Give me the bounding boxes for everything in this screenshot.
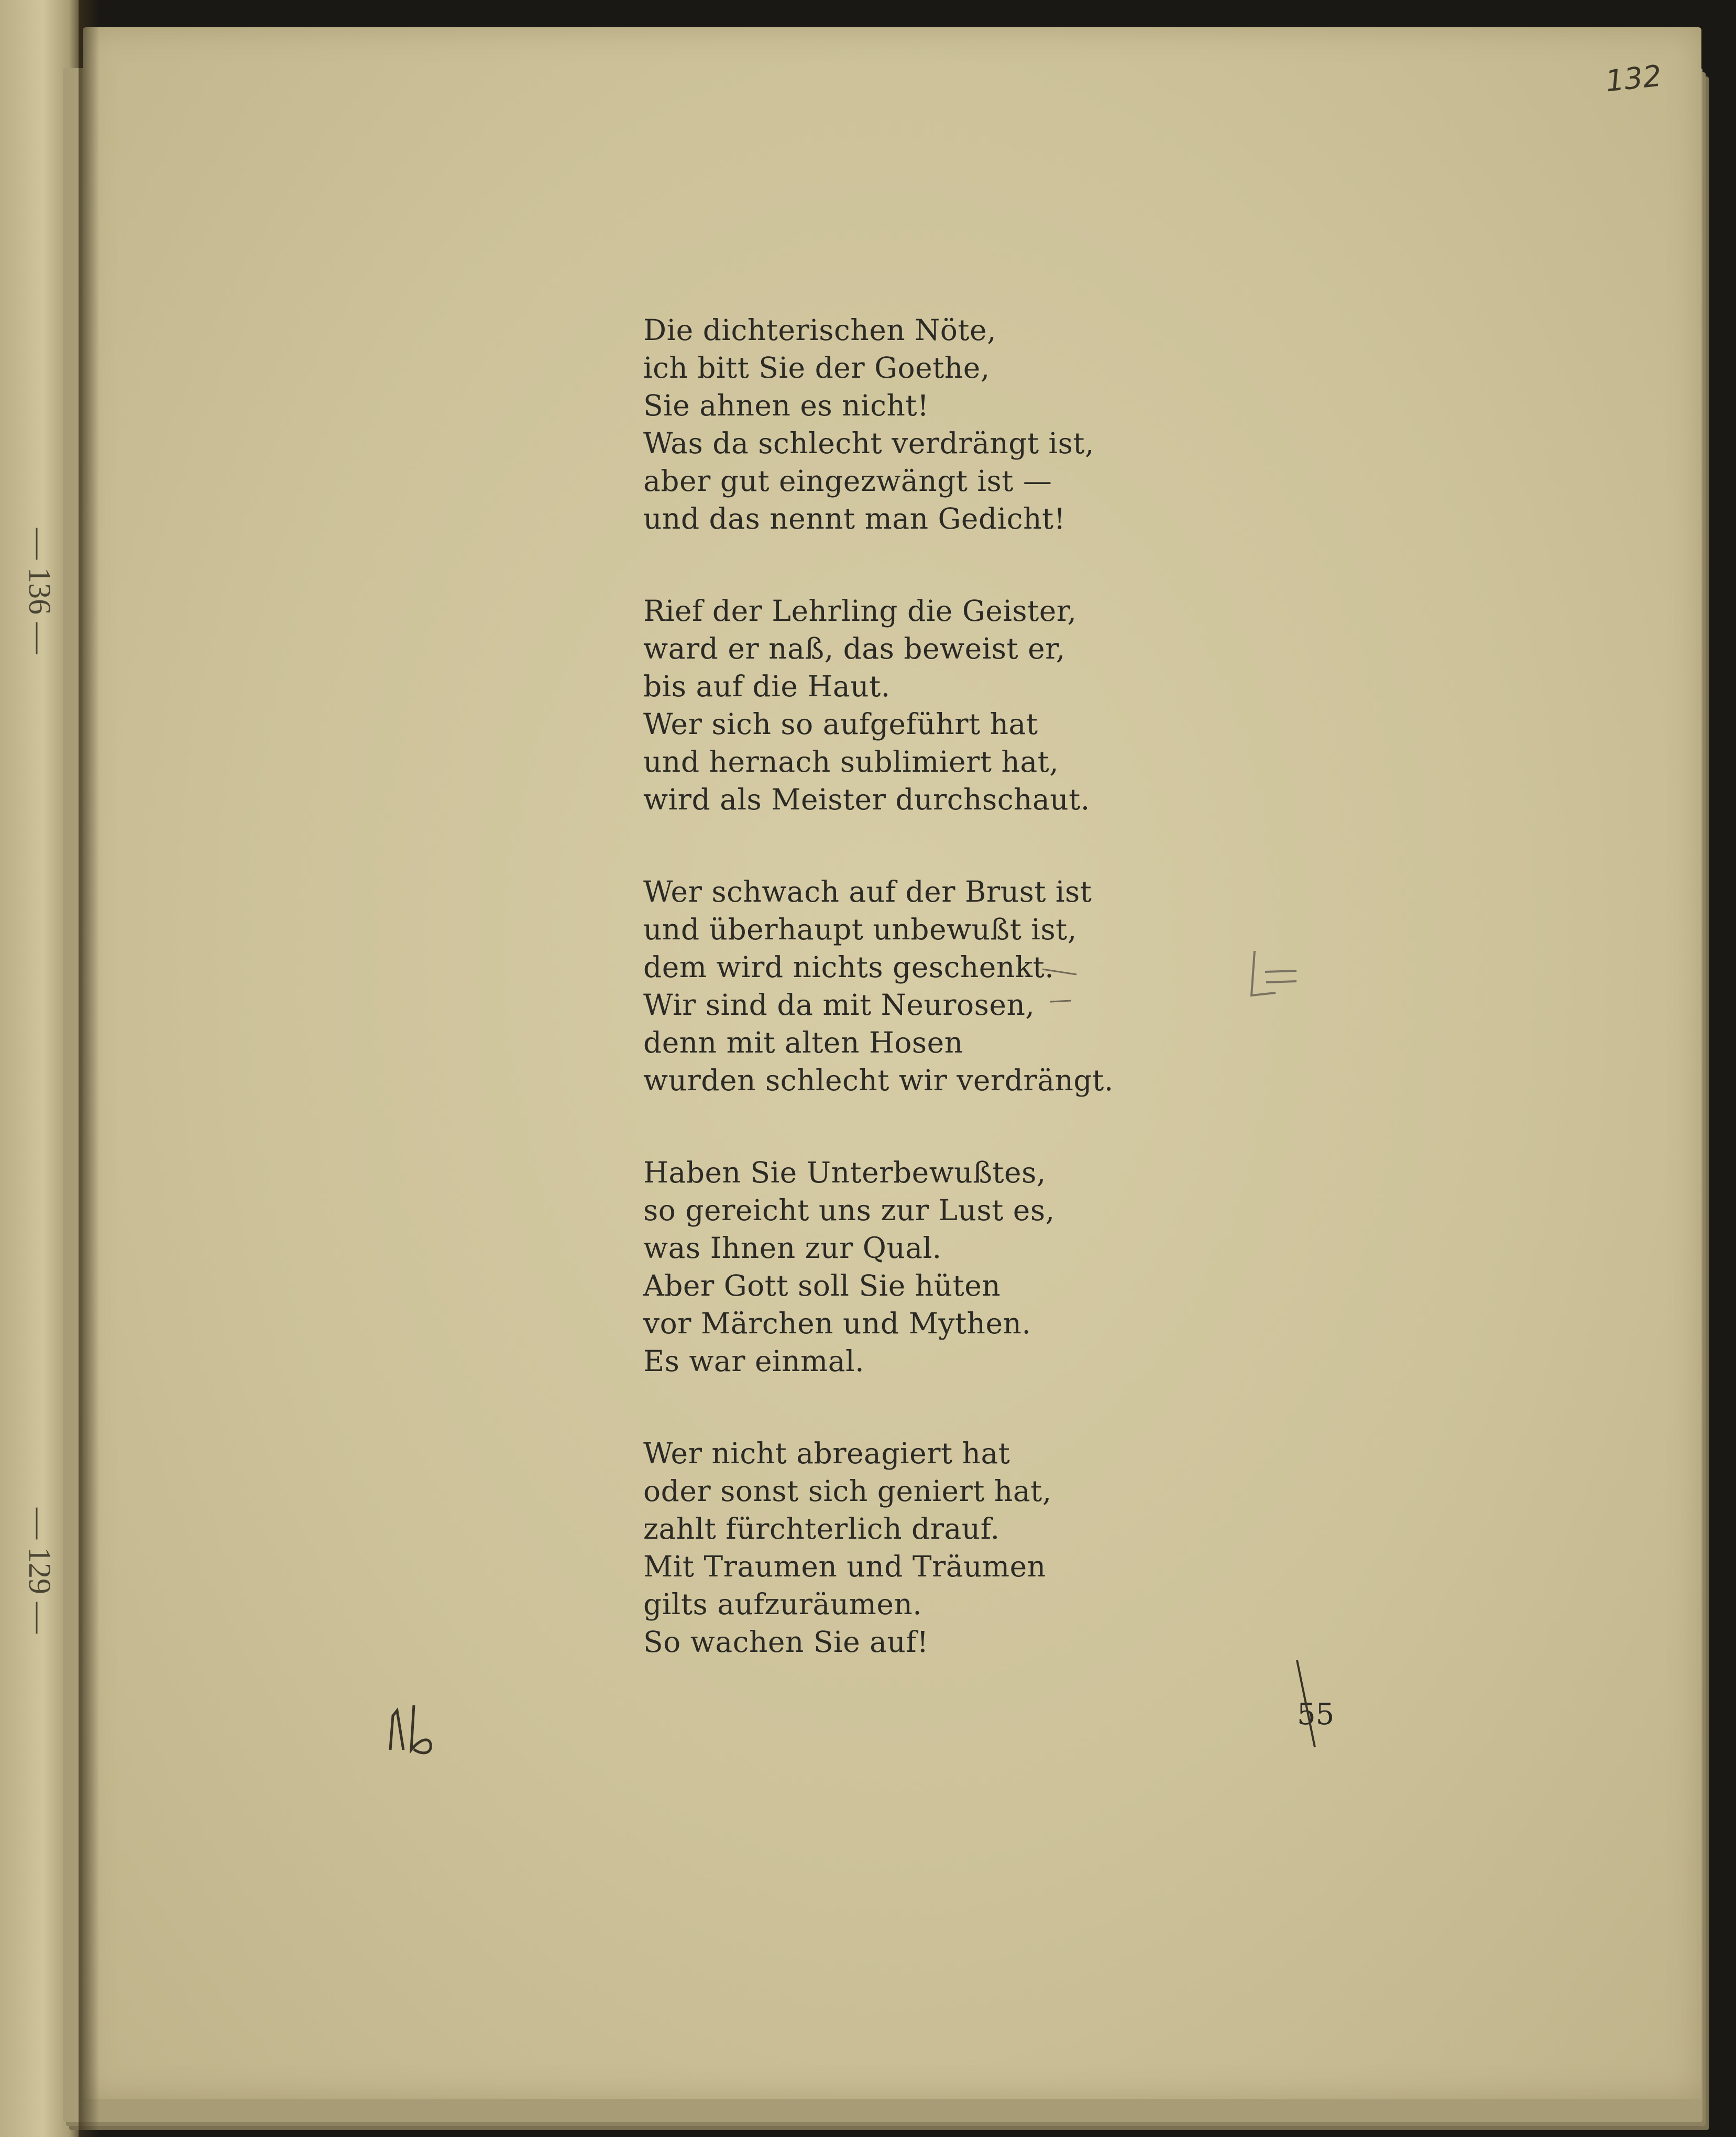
poem-line: was Ihnen zur Qual. [643,1231,942,1265]
stanza-1 [643,311,1167,538]
poem-line: Die dichterischen Nöte, [643,313,997,347]
stanza-4 [643,1154,1167,1380]
poem-line: So wachen Sie auf! [643,1625,929,1659]
handwritten-folio-number: 132 [1603,59,1663,99]
poem-line: Aber Gott soll Sie hüten [643,1269,1001,1302]
left-margin-number-129: — 129 — [23,1508,57,1634]
poem-line: Wir sind da mit Neurosen, [643,988,1035,1022]
poem-line: Sie ahnen es nicht! [643,389,929,422]
poem-line: denn mit alten Hosen [643,1026,963,1059]
page-number: 55 [1297,1697,1335,1731]
poem-line: Es war einmal. [643,1344,865,1378]
poem-line: bis auf die Haut. [643,670,891,703]
poem-line: vor Märchen und Mythen. [643,1307,1031,1340]
pencil-slash-mark [1294,1658,1336,1752]
poem-line: Was da schlecht verdrängt ist, [643,426,1094,460]
left-margin-number-136: — 136 — [23,528,57,654]
gutter-shadow [79,0,100,2137]
poem-line: so gereicht uns zur Lust es, [643,1193,1055,1227]
poem-line: Wer sich so aufgeführt hat [643,707,1038,741]
poem-line: Wer schwach auf der Brust ist [643,875,1092,908]
poem-line: Mit Traumen und Träumen [643,1550,1046,1583]
poem-line: oder sonst sich geniert hat, [643,1474,1052,1508]
poem-line: ward er naß, das beweist er, [643,632,1065,665]
poem-line: zahlt fürchterlich drauf. [643,1512,1000,1546]
pencil-initial-mark [382,1700,445,1758]
poem-line: und das nennt man Gedicht! [643,502,1066,535]
poem-line: und überhaupt unbewußt ist, [643,913,1077,946]
poem-line: Haben Sie Unterbewußtes, [643,1156,1046,1189]
stanza-5 [643,1434,1167,1661]
poem-line: dem wird nichts geschenkt. [643,950,1054,984]
poem-line: wird als Meister durchschaut. [643,783,1090,816]
poem-line: Rief der Lehrling die Geister, [643,594,1077,628]
pencil-stroke-mark [1040,954,1097,1016]
poem-line: und hernach sublimiert hat, [643,745,1059,779]
pencil-margin-mark [1244,946,1307,1009]
poem-line: gilts aufzuräumen. [643,1587,922,1621]
poem-line: aber gut eingezwängt ist — [643,464,1052,498]
poem-line: wurden schlecht wir verdrängt. [643,1064,1114,1097]
stanza-2 [643,592,1167,818]
poem-line: ich bitt Sie der Goethe, [643,351,990,385]
poem-line: Wer nicht abreagiert hat [643,1437,1010,1470]
